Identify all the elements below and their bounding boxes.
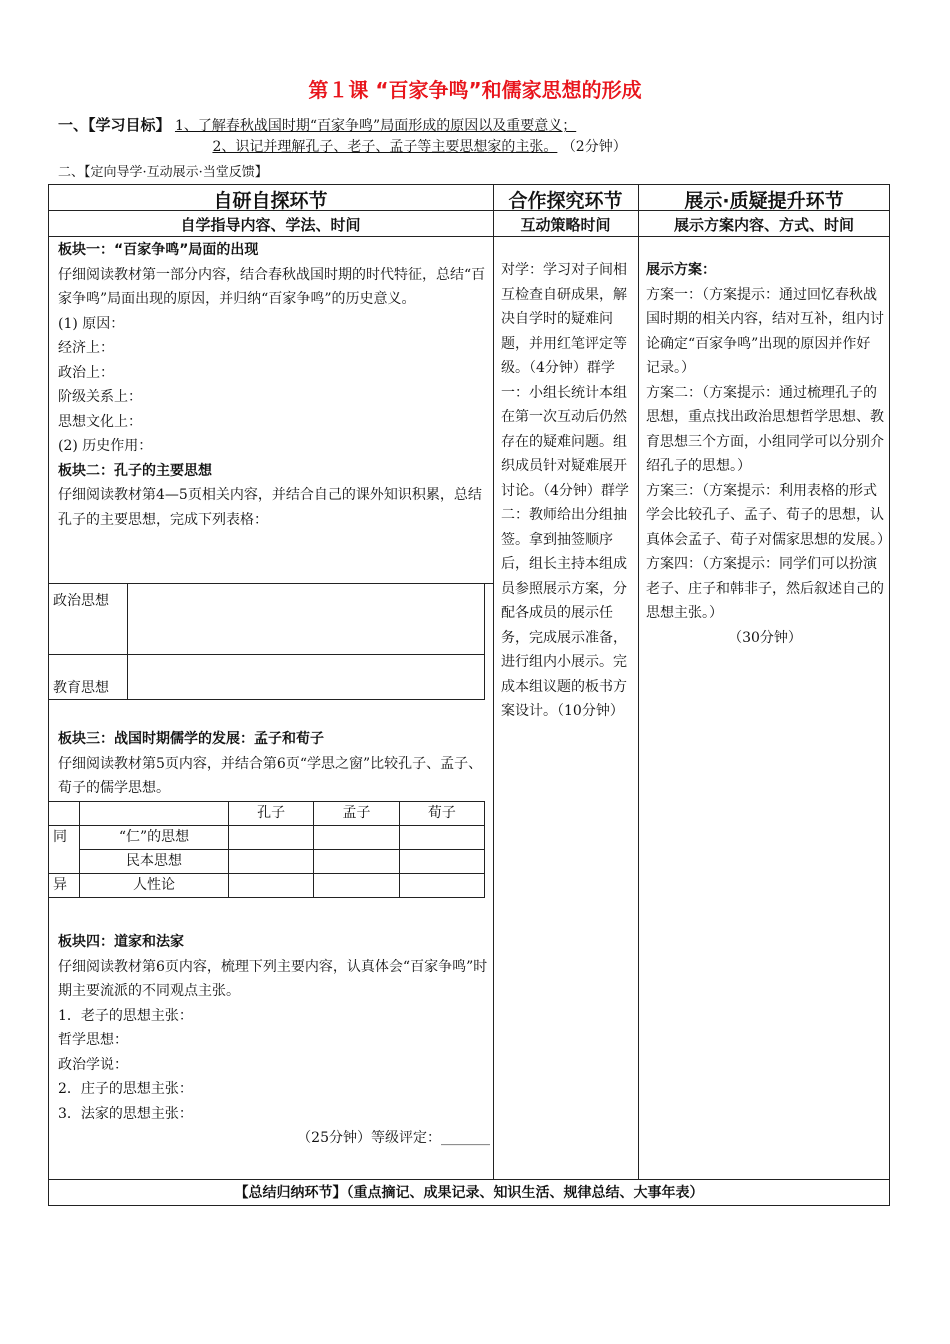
col2-subheader: 互动策略时间 [520,216,611,234]
block4-footer: （25分钟）等级评定：_______ [297,1130,490,1146]
table-row-label: 教育思想 [49,655,128,700]
block1-line: 政治上： [58,364,114,381]
column-header: 孟子 [314,802,399,826]
display-heading: 展示方案： [646,262,716,278]
cooperate-text: 对学：学习对子间相互检查自研成果，解决自学时的疑难问题，并用红笔评定等级。（4分钟）群学一：小组长统计本组在第一次互动后仍然存在的疑难问题。组织成员针对疑难展开讨论。（4分钟）群学二：教师给出分组抽签。拿到抽签顺序后，组长主持本组成员参照展示方案，分配各成员的展示任务，完成展示准备，进行组内小展示。完成本组议题的板书方案设计。（10分钟） [501,262,629,719]
block1-intro: 仔细阅读教材第一部分内容，结合春秋战国时期的时代特征，总结“百家争鸣”局面出现的原因，并归纳“百家争鸣”的历史意义。 [58,266,486,307]
block1-line: 阶级关系上： [58,389,142,405]
block4 [58,930,490,1151]
plan-item: 方案三：（方案提示：利用表格的形式学会比较孔子、孟子、荀子的思想，认真体会孟子、荀子对儒家思想的发展。） [646,482,891,548]
column-header: 孔子 [229,802,314,826]
block2-intro: 仔细阅读教材第4—5页相关内容，并结合自己的课外知识积累，总结孔子的主要思想，完成下列表格： [58,487,482,528]
objectives-prefix: 一、【学习目标】 [58,116,171,134]
block3 [58,727,490,801]
objective-2: 2、识记并理解孔子、老子、孟子等主要思想家的主张。 [212,139,558,155]
table-cell [128,655,485,700]
row-header: “仁”的思想 [80,826,229,850]
column-divider [493,184,494,1180]
col1-header: 自研自探环节 [213,190,328,212]
display-time: （30分钟） [728,629,802,646]
table-row-label: 政治思想 [49,584,128,655]
block4-line: 2．庄子的思想主张： [58,1081,193,1097]
summary-row: 【总结归纳环节】（重点摘记、成果记录、知识生活、规律总结、大事年表） [48,1180,890,1206]
block1-heading: 板块一：“百家争鸣”局面的出现 [58,242,259,258]
block3-intro: 仔细阅读教材第5页内容，并结合第6页“学思之窗”比较孔子、孟子、荀子的儒学思想。 [58,755,483,796]
plan-item: 方案四：（方案提示：同学们可以扮演老子、庄子和韩非子，然后叙述自己的思想主张。） [646,556,884,621]
plan-item: 方案二：（方案提示：通过梳理孔子的思想，重点找出政治思想哲学思想、教育思想三个方面，小组同学可以分别介绍孔子的思想。） [646,384,884,474]
block1 [58,238,490,532]
block4-intro: 仔细阅读教材第6页内容，梳理下列主要内容，认真体会“百家争鸣”时期主要流派的不同观点主张。 [58,958,488,999]
block1-line: 经济上： [58,340,114,356]
block1-line: (1) 原因： [58,315,125,332]
objective-1: 1、了解春秋战国时期“百家争鸣”局面形成的原因以及重要意义； [174,118,577,134]
objective-time: （2分钟） [561,139,627,155]
display-plans [646,258,891,650]
column-header: 荀子 [399,802,484,826]
block2-heading: 板块二：孔子的主要思想 [58,462,212,479]
block4-line: 政治学说： [58,1056,128,1073]
table-cell [128,584,485,655]
row-header: 民本思想 [80,850,229,874]
learning-objectives [58,115,627,158]
block4-heading: 板块四：道家和法家 [58,934,184,950]
col2-header: 合作探究环节 [508,190,623,212]
block4-line: 3．法家的思想主张： [58,1105,193,1122]
col3-header: 展示·质疑提升环节 [684,190,844,212]
col1-subheader: 自学指导内容、学法、时间 [180,216,361,234]
block1-line: 思想文化上： [58,413,142,430]
plan-item: 方案一：（方案提示：通过回忆春秋战国时期的相关内容，结对互补，组内讨论确定“百家争鸣”出现的原因并作好记录。） [646,286,884,376]
confucius-table [48,583,485,700]
page-title: 第１课 “百家争鸣”和儒家思想的形成 [308,78,642,102]
block4-line: 1．老子的思想主张： [58,1007,193,1024]
block4-line: 哲学思想： [58,1032,128,1048]
row-divider [48,236,890,237]
section-2-heading: 二、【定向导学·互动展示·当堂反馈】 [58,165,268,180]
comparison-table [48,801,485,898]
diff-label: 异 [49,874,80,898]
column-divider [638,184,639,1180]
block3-heading: 板块三：战国时期儒学的发展：孟子和荀子 [58,731,324,747]
col3-subheader: 展示方案内容、方式、时间 [673,216,854,234]
block1-line: (2) 历史作用： [58,438,153,454]
same-label: 同 [49,826,80,874]
row-header: 人性论 [80,874,229,898]
